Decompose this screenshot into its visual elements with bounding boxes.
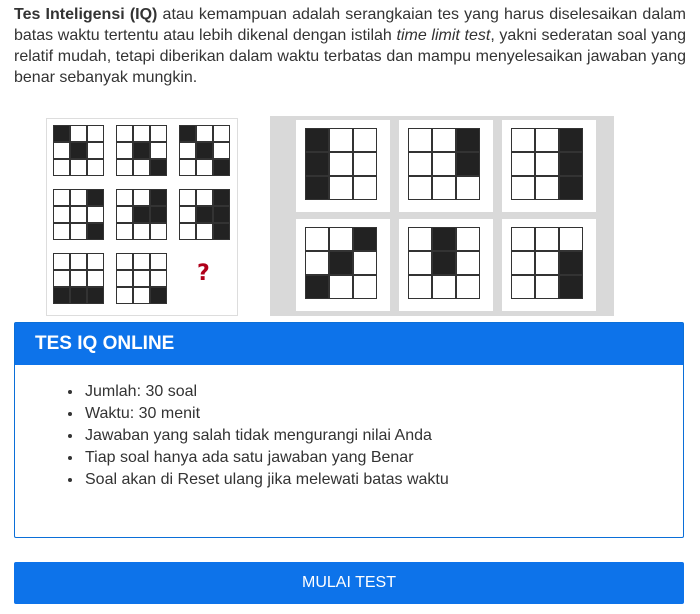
intro-paragraph — [14, 4, 686, 88]
grid-cell-empty — [180, 160, 196, 176]
grid-cell-empty — [330, 177, 353, 200]
matrix-cell — [179, 125, 230, 176]
grid-cell-empty — [409, 228, 432, 251]
rule-item: • Tiap soal hanya ada satu jawaban yang Benar — [83, 447, 683, 469]
matrix-cell — [179, 189, 230, 240]
grid-cell-filled — [54, 126, 70, 142]
grid-cell-filled — [306, 153, 329, 176]
grid-cell-empty — [330, 276, 353, 299]
grid-cell-empty — [354, 276, 377, 299]
grid-cell-empty — [88, 271, 104, 287]
grid-cell-empty — [151, 224, 167, 240]
grid-cell-empty — [134, 126, 150, 142]
question-mark: ? — [197, 261, 210, 286]
grid-cell-empty — [197, 160, 213, 176]
grid-cell-filled — [88, 288, 104, 304]
panel-body — [15, 381, 683, 491]
grid-cell-empty — [457, 228, 480, 251]
matrix-cell — [53, 189, 104, 240]
answer-grid — [305, 227, 377, 299]
grid-cell-empty — [117, 271, 133, 287]
grid-cell-empty — [54, 160, 70, 176]
grid-cell-empty — [180, 224, 196, 240]
matrix-grid — [179, 125, 230, 176]
grid-cell-empty — [71, 207, 87, 223]
matrix-grid — [116, 253, 167, 304]
grid-cell-filled — [151, 160, 167, 176]
grid-cell-empty — [134, 190, 150, 206]
grid-cell-empty — [71, 271, 87, 287]
answer-option — [296, 219, 390, 311]
grid-cell-empty — [117, 160, 133, 176]
grid-cell-empty — [409, 129, 432, 152]
grid-cell-filled — [306, 276, 329, 299]
grid-cell-empty — [409, 276, 432, 299]
grid-cell-empty — [409, 252, 432, 275]
grid-cell-empty — [409, 177, 432, 200]
grid-cell-filled — [306, 177, 329, 200]
grid-cell-empty — [71, 254, 87, 270]
grid-cell-empty — [88, 160, 104, 176]
grid-cell-empty — [117, 207, 133, 223]
grid-cell-empty — [354, 177, 377, 200]
grid-cell-filled — [457, 153, 480, 176]
start-test-button[interactable]: MULAI TEST — [14, 562, 684, 604]
puzzle-answers-image — [270, 116, 614, 316]
grid-cell-empty — [134, 224, 150, 240]
grid-cell-empty — [117, 190, 133, 206]
intro-term: Tes Inteligensi (IQ) — [14, 6, 158, 23]
grid-cell-filled — [354, 228, 377, 251]
grid-cell-empty — [180, 143, 196, 159]
answer-grid — [408, 128, 480, 200]
answer-option — [399, 219, 493, 311]
answer-grid — [408, 227, 480, 299]
grid-cell-empty — [151, 126, 167, 142]
grid-cell-empty — [151, 254, 167, 270]
answer-option — [502, 219, 596, 311]
grid-cell-empty — [134, 288, 150, 304]
grid-cell-empty — [536, 228, 559, 251]
grid-cell-filled — [560, 129, 583, 152]
grid-cell-empty — [512, 177, 535, 200]
rules-list — [15, 381, 683, 491]
grid-cell-empty — [433, 276, 456, 299]
panel-title: TES IQ ONLINE — [15, 323, 683, 365]
grid-cell-empty — [71, 126, 87, 142]
grid-cell-empty — [560, 228, 583, 251]
grid-cell-empty — [306, 252, 329, 275]
grid-cell-empty — [54, 224, 70, 240]
grid-cell-empty — [54, 207, 70, 223]
rule-item: • Jumlah: 30 soal — [83, 381, 683, 403]
answer-grid — [511, 128, 583, 200]
grid-cell-empty — [536, 276, 559, 299]
matrix-cell — [116, 189, 167, 240]
grid-cell-empty — [354, 129, 377, 152]
grid-cell-empty — [71, 224, 87, 240]
grid-cell-filled — [433, 252, 456, 275]
grid-cell-empty — [457, 276, 480, 299]
grid-cell-filled — [330, 252, 353, 275]
matrix-cell — [116, 125, 167, 176]
grid-cell-empty — [54, 254, 70, 270]
grid-cell-filled — [560, 177, 583, 200]
grid-cell-empty — [151, 143, 167, 159]
grid-cell-empty — [117, 224, 133, 240]
intro-text-2: , yakni sederatan soal yang relatif mudah, tetapi diberikan dalam waktu terbatas dan mampu menyelesaikan jawaban yang benar sebanyak mungkin. — [14, 27, 687, 86]
grid-cell-filled — [560, 276, 583, 299]
grid-cell-empty — [536, 129, 559, 152]
intro-text-1: atau kemampuan adalah serangkaian tes yang harus diselesaikan dalam batas waktu tertentu atau lebih dikenal dengan istilah — [14, 6, 686, 44]
grid-cell-filled — [306, 129, 329, 152]
info-panel — [14, 322, 684, 538]
grid-cell-empty — [88, 254, 104, 270]
grid-cell-filled — [433, 228, 456, 251]
grid-cell-empty — [512, 153, 535, 176]
grid-cell-empty — [536, 153, 559, 176]
grid-cell-empty — [536, 177, 559, 200]
matrix-grid — [53, 189, 104, 240]
grid-cell-empty — [134, 271, 150, 287]
grid-cell-empty — [512, 252, 535, 275]
grid-cell-filled — [71, 143, 87, 159]
grid-cell-empty — [180, 207, 196, 223]
matrix-grid — [179, 189, 230, 240]
grid-cell-empty — [117, 288, 133, 304]
grid-cell-filled — [214, 160, 230, 176]
answer-grid — [305, 128, 377, 200]
grid-cell-filled — [88, 190, 104, 206]
grid-cell-empty — [433, 177, 456, 200]
rule-item: • Soal akan di Reset ulang jika melewati batas waktu — [83, 469, 683, 491]
grid-cell-empty — [330, 228, 353, 251]
grid-cell-empty — [197, 126, 213, 142]
matrix-grid — [116, 125, 167, 176]
grid-cell-empty — [457, 177, 480, 200]
intro-italic-term: time limit test — [396, 27, 491, 44]
rule-item: • Jawaban yang salah tidak mengurangi nilai Anda — [83, 425, 683, 447]
grid-cell-empty — [54, 190, 70, 206]
grid-cell-empty — [134, 254, 150, 270]
grid-cell-empty — [88, 126, 104, 142]
grid-cell-empty — [180, 190, 196, 206]
grid-cell-empty — [214, 126, 230, 142]
grid-cell-empty — [330, 153, 353, 176]
grid-cell-empty — [151, 271, 167, 287]
grid-cell-filled — [88, 224, 104, 240]
grid-cell-empty — [88, 143, 104, 159]
grid-cell-filled — [214, 224, 230, 240]
grid-cell-empty — [197, 224, 213, 240]
answer-option — [399, 120, 493, 212]
grid-cell-filled — [214, 207, 230, 223]
grid-cell-empty — [54, 271, 70, 287]
grid-cell-empty — [512, 129, 535, 152]
grid-cell-empty — [512, 276, 535, 299]
grid-cell-empty — [54, 143, 70, 159]
grid-cell-filled — [151, 190, 167, 206]
grid-cell-filled — [197, 143, 213, 159]
grid-cell-empty — [457, 252, 480, 275]
matrix-cell — [116, 253, 167, 304]
matrix-cell — [53, 125, 104, 176]
grid-cell-filled — [54, 288, 70, 304]
grid-cell-empty — [354, 252, 377, 275]
answer-option — [296, 120, 390, 212]
answer-grid — [511, 227, 583, 299]
matrix-cell — [53, 253, 104, 304]
grid-cell-empty — [433, 153, 456, 176]
grid-cell-empty — [433, 129, 456, 152]
grid-cell-empty — [71, 160, 87, 176]
matrix-grid — [53, 253, 104, 304]
grid-cell-empty — [71, 190, 87, 206]
puzzle-matrix-image — [46, 118, 238, 316]
grid-cell-empty — [197, 190, 213, 206]
grid-cell-filled — [560, 252, 583, 275]
grid-cell-filled — [457, 129, 480, 152]
grid-cell-empty — [409, 153, 432, 176]
grid-cell-filled — [134, 207, 150, 223]
grid-cell-filled — [71, 288, 87, 304]
grid-cell-filled — [560, 153, 583, 176]
grid-cell-empty — [306, 228, 329, 251]
grid-cell-empty — [117, 126, 133, 142]
grid-cell-filled — [134, 143, 150, 159]
grid-cell-filled — [151, 288, 167, 304]
grid-cell-filled — [214, 190, 230, 206]
grid-cell-filled — [197, 207, 213, 223]
grid-cell-empty — [88, 207, 104, 223]
grid-cell-empty — [536, 252, 559, 275]
grid-cell-empty — [512, 228, 535, 251]
grid-cell-empty — [330, 129, 353, 152]
grid-cell-empty — [134, 160, 150, 176]
matrix-grid — [116, 189, 167, 240]
grid-cell-filled — [151, 207, 167, 223]
matrix-grid — [53, 125, 104, 176]
grid-cell-empty — [214, 143, 230, 159]
answer-option — [502, 120, 596, 212]
rule-item: • Waktu: 30 menit — [83, 403, 683, 425]
grid-cell-filled — [180, 126, 196, 142]
grid-cell-empty — [117, 254, 133, 270]
grid-cell-empty — [117, 143, 133, 159]
grid-cell-empty — [354, 153, 377, 176]
